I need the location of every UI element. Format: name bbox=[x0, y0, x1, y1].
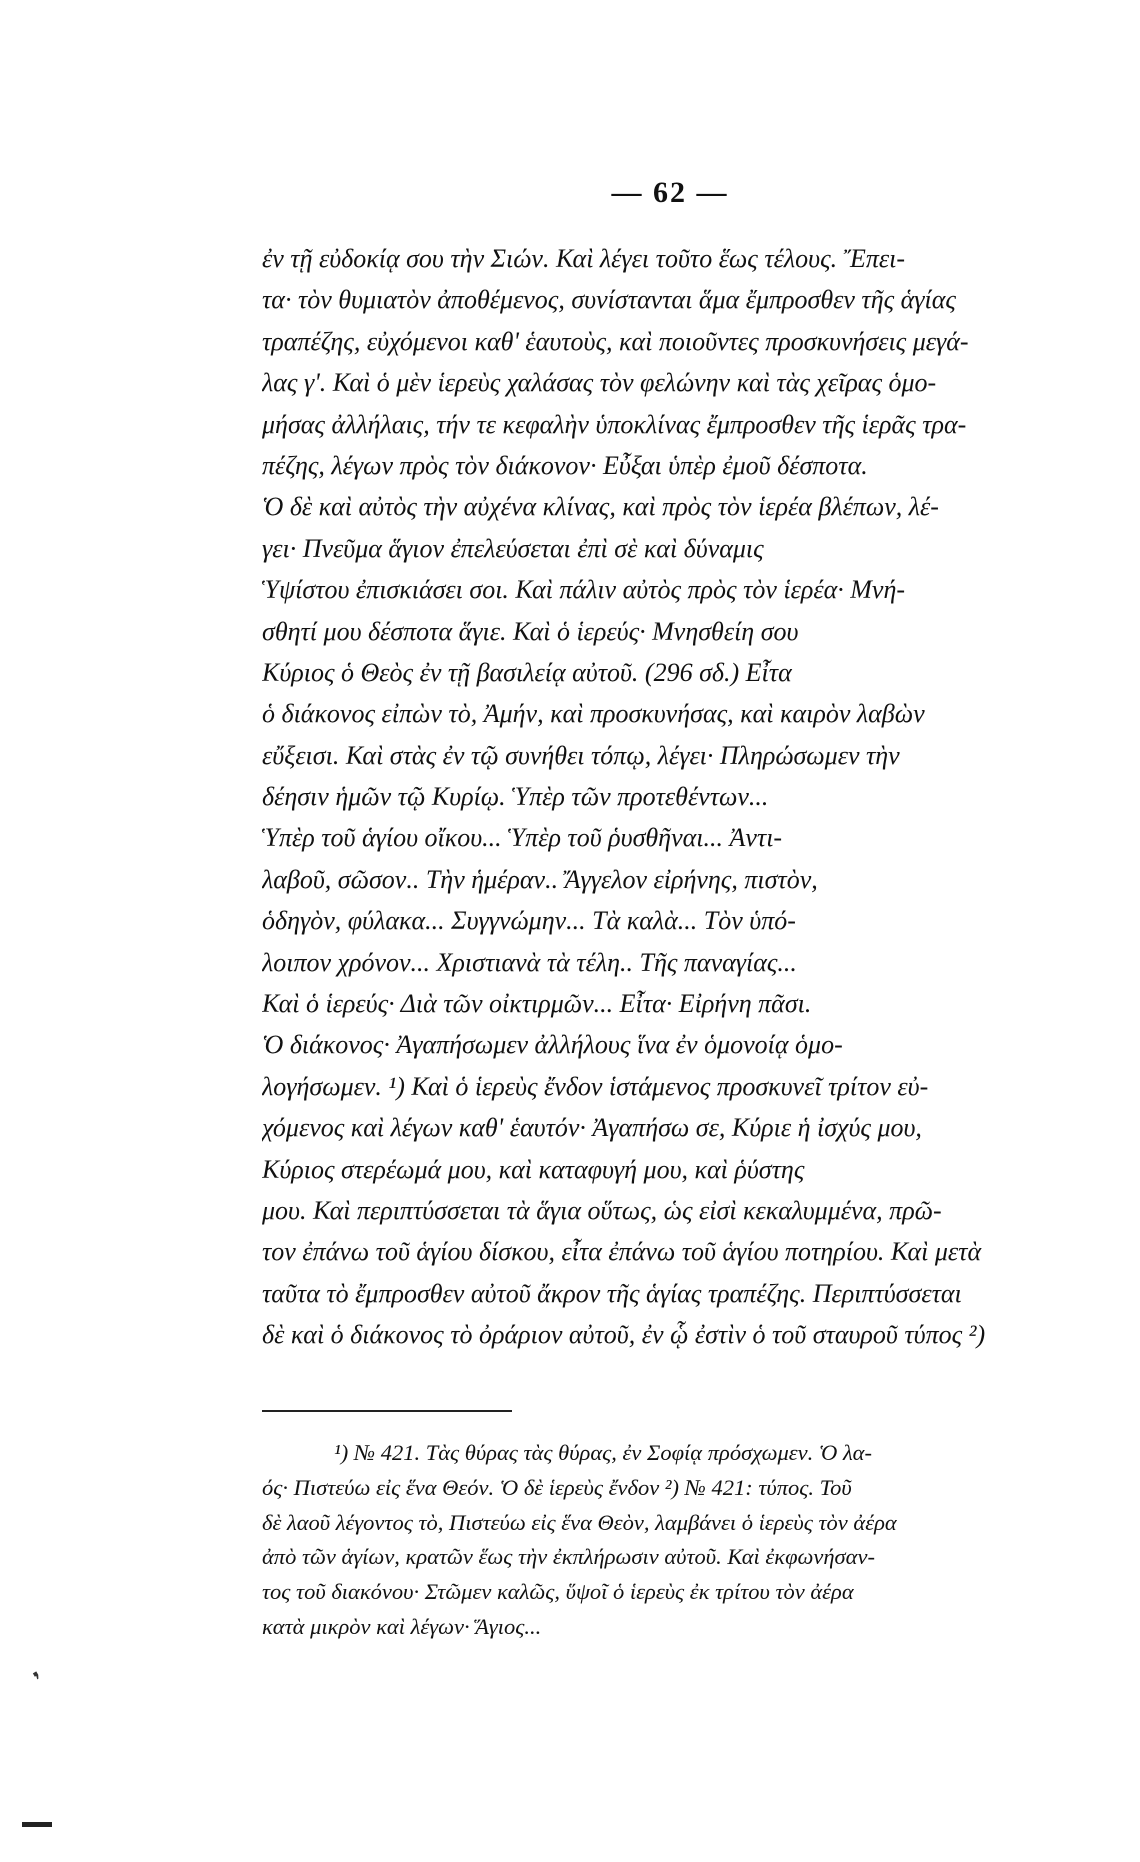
text-line: λαβοῦ, σῶσον.. Τὴν ἡμέραν.. Ἄγγελον εἰρήνης, πιστὸν, bbox=[262, 864, 818, 894]
text-line: Ὁ διάκονος· Ἀγαπήσωμεν ἀλλήλους ἵνα ἐν ὁμονοίᾳ ὁμο- bbox=[262, 1030, 843, 1060]
text-line: τραπέζης, εὐχόμενοι καθ' ἑαυτοὺς, καὶ ποιοῦντες προσκυνήσεις μεγά- bbox=[262, 326, 969, 356]
text-line: μήσας ἀλλήλαις, τήν τε κεφαλὴν ὑποκλίνας ἔμπροσθεν τῆς ἱερᾶς τρα- bbox=[262, 409, 967, 439]
text-line: Καὶ ὁ ἱερεύς· Διὰ τῶν οἰκτιρμῶν... Εἶτα· Εἰρήνη πᾶσι. bbox=[262, 989, 812, 1019]
footnote-line: ¹) № 421. Τὰς θύρας τὰς θύρας, ἐν Σοφίᾳ πρόσχωμεν. Ὁ λα- bbox=[334, 1440, 872, 1465]
footnote-line: ἀπὸ τῶν ἁγίων, κρατῶν ἕως τὴν ἐκπλήρωσιν αὐτοῦ. Καὶ ἐκφωνήσαν- bbox=[262, 1544, 875, 1570]
text-line: τον ἐπάνω τοῦ ἁγίου δίσκου, εἶτα ἐπάνω τοῦ ἁγίου ποτηρίου. Καὶ μετὰ bbox=[262, 1237, 982, 1267]
text-line: λογήσωμεν. ¹) Καὶ ὁ ἱερεὺς ἔνδον ἱστάμενος προσκυνεῖ τρίτον εὐ- bbox=[262, 1071, 929, 1101]
footnote-line: δὲ λαοῦ λέγοντος τὸ, Πιστεύω εἰς ἕνα Θεὸν, λαμβάνει ὁ ἱερεὺς τὸν ἀέρα bbox=[262, 1509, 897, 1535]
text-line: ὁδηγὸν, φύλακα... Συγγνώμην... Τὰ καλὰ... Τὸν ὑπό- bbox=[262, 906, 796, 936]
text-line: σθητί μου δέσποτα ἅγιε. Καὶ ὁ ἱερεύς· Μνησθείη σου bbox=[262, 616, 799, 646]
text-line: πέζης, λέγων πρὸς τὸν διάκονον· Εὖξαι ὑπὲρ ἐμοῦ δέσποτα. bbox=[262, 450, 868, 480]
text-line: λοιπον χρόνον... Χριστιανὰ τὰ τέλη.. Τῆς παναγίας... bbox=[262, 947, 797, 977]
text-line: μου. Καὶ περιπτύσσεται τὰ ἅγια οὕτως, ὡς εἰσὶ κεκαλυμμένα, πρῶ- bbox=[262, 1195, 942, 1225]
text-line: Κύριος ὁ Θεὸς ἐν τῇ βασιλείᾳ αὐτοῦ. (296 σδ.) Εἶτα bbox=[262, 657, 792, 687]
footnote-line: ός· Πιστεύω εἰς ἕνα Θεόν. Ὁ δὲ ἱερεὺς ἔνδον ²) № 421: τύπος. Τοῦ bbox=[262, 1474, 852, 1500]
text-line: Ὁ δὲ καὶ αὐτὸς τὴν αὐχένα κλίνας, καὶ πρὸς τὸν ἱερέα βλέπων, λέ- bbox=[262, 492, 939, 522]
scan-artifact-bar bbox=[22, 1822, 52, 1827]
footnote-divider bbox=[262, 1410, 512, 1412]
page-number: — 62 — bbox=[611, 176, 729, 209]
text-line: δέησιν ἡμῶν τῷ Κυρίῳ. Ὑπὲρ τῶν προτεθέντων... bbox=[262, 782, 769, 812]
text-line: ὁ διάκονος εἰπὼν τὸ, Ἀμήν, καὶ προσκυνήσας, καὶ καιρὸν λαβὼν bbox=[262, 699, 925, 729]
footnote-line: κατὰ μικρὸν καὶ λέγων· Ἅγιος... bbox=[262, 1613, 542, 1639]
footnote-line: τος τοῦ διακόνου· Στῶμεν καλῶς, ὕψοῖ ὁ ἱερεὺς ἐκ τρίτου τὸν ἀέρα bbox=[262, 1579, 854, 1605]
text-line: γει· Πνεῦμα ἅγιον ἐπελεύσεται ἐπὶ σὲ καὶ δύναμις bbox=[262, 533, 764, 563]
text-line: Ὑπὲρ τοῦ ἁγίου οἴκου... Ὑπὲρ τοῦ ῥυσθῆναι... Ἀντι- bbox=[262, 823, 783, 853]
text-line: εὔξεισι. Καὶ στὰς ἐν τῷ συνήθει τόπῳ, λέγει· Πληρώσωμεν τὴν bbox=[262, 740, 900, 770]
text-line: ἐν τῇ εὐδοκίᾳ σου τὴν Σιών. Καὶ λέγει τοῦτο ἕως τέλους. Ἔπει- bbox=[262, 244, 906, 273]
main-text-block bbox=[262, 238, 1074, 1356]
footnote-block bbox=[262, 1436, 1074, 1645]
scan-artifact-mark: ❜ bbox=[30, 1667, 49, 1694]
text-line: Κύριος στερέωμά μου, καὶ καταφυγή μου, καὶ ῥύστης bbox=[262, 1154, 805, 1184]
text-line: Ὑψίστου ἐπισκιάσει σοι. Καὶ πάλιν αὐτὸς πρὸς τὸν ἱερέα· Μνή- bbox=[262, 575, 906, 605]
text-line: χόμενος καὶ λέγων καθ' ἑαυτόν· Ἀγαπήσω σε, Κύριε ἡ ἰσχύς μου, bbox=[262, 1113, 922, 1143]
text-line: δὲ καὶ ὁ διάκονος τὸ ὀράριον αὐτοῦ, ἐν ᾧ ἐστὶν ὁ τοῦ σταυροῦ τύπος ²) bbox=[262, 1320, 986, 1350]
text-line: λας γ'. Καὶ ὁ μὲν ἱερεὺς χαλάσας τὸν φελώνην καὶ τὰς χεῖρας ὁμο- bbox=[262, 368, 937, 398]
text-line: ταῦτα τὸ ἔμπροσθεν αὐτοῦ ἄκρον τῆς ἁγίας τραπέζης. Περιπτύσσεται bbox=[262, 1278, 962, 1308]
text-line: τα· τὸν θυμιατὸν ἀποθέμενος, συνίστανται ἅμα ἔμπροσθεν τῆς ἁγίας bbox=[262, 285, 956, 315]
